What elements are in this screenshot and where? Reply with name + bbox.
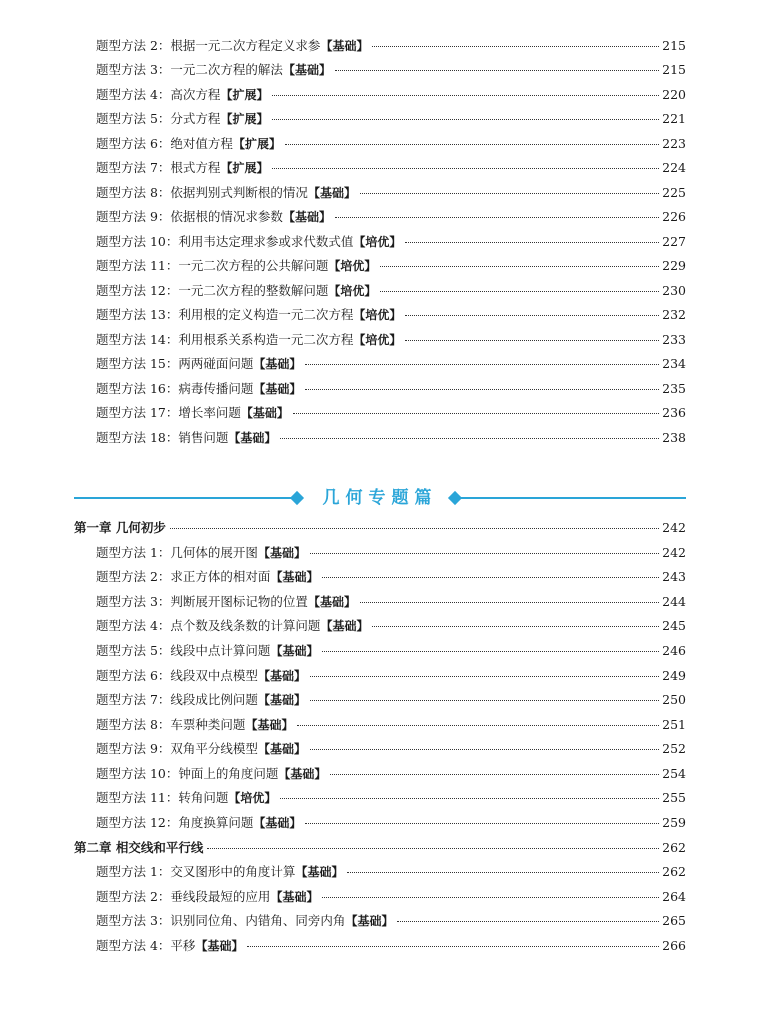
- toc-entry[interactable]: [96, 764, 686, 784]
- entry-level-tag: 【基础】: [270, 570, 319, 584]
- entry-level-tag: 【培优】: [328, 284, 377, 298]
- section-header: [74, 486, 686, 510]
- toc-entry[interactable]: [96, 60, 686, 80]
- dot-leader: [310, 748, 659, 750]
- page-number: 225: [662, 185, 686, 200]
- entry-level-tag: 【培优】: [353, 333, 402, 347]
- entry-level-tag: 【基础】: [278, 767, 327, 781]
- entry-title: 题型方法 7：线段成比例问题: [96, 692, 258, 707]
- entry-level-tag: 【基础】: [257, 742, 306, 756]
- dot-leader: [272, 167, 659, 169]
- toc-entry[interactable]: [96, 207, 686, 227]
- entry-level-tag: 【基础】: [257, 669, 306, 683]
- entry-level-tag: 【基础】: [307, 186, 356, 200]
- toc-entry[interactable]: [96, 158, 686, 178]
- toc-entry[interactable]: [96, 403, 686, 423]
- header-rule-right: [458, 497, 686, 499]
- entry-level-tag: 【基础】: [282, 210, 331, 224]
- chapter-title: 第二章 相交线和平行线: [74, 840, 204, 855]
- toc-entry[interactable]: [96, 330, 686, 350]
- entry-title: 题型方法 11：一元二次方程的公共解问题: [96, 258, 329, 273]
- page-number: 255: [662, 790, 686, 805]
- toc-entry[interactable]: [96, 788, 686, 808]
- page-number: 221: [662, 111, 686, 126]
- dot-leader: [310, 699, 659, 701]
- toc-entry[interactable]: [96, 354, 686, 374]
- toc-entry[interactable]: [96, 134, 686, 154]
- entry-title: 题型方法 10：钟面上的角度问题: [96, 766, 279, 781]
- dot-leader: [380, 265, 659, 267]
- entry-title: 题型方法 17：增长率问题: [96, 405, 241, 420]
- page-number: 242: [662, 545, 686, 560]
- entry-title: 题型方法 9：双角平分线模型: [96, 741, 258, 756]
- page-number: 251: [662, 717, 686, 732]
- diamond-ornament-icon: [290, 491, 304, 505]
- dot-leader: [310, 552, 659, 554]
- entry-level-tag: 【基础】: [257, 693, 306, 707]
- entry-level-tag: 【培优】: [353, 308, 402, 322]
- page-number: 220: [662, 87, 686, 102]
- page-number: 242: [662, 520, 686, 535]
- page-number: 227: [662, 234, 686, 249]
- toc-entry[interactable]: [96, 616, 686, 636]
- header-rule-left: [74, 497, 294, 499]
- dot-leader: [280, 797, 659, 799]
- dot-leader: [405, 314, 659, 316]
- entry-level-tag: 【基础】: [320, 619, 369, 633]
- entry-level-tag: 【培优】: [353, 235, 402, 249]
- entry-title: 题型方法 3：一元二次方程的解法: [96, 62, 283, 77]
- dot-leader: [305, 388, 659, 390]
- dot-leader: [322, 650, 659, 652]
- entry-title: 题型方法 4：点个数及线条数的计算问题: [96, 618, 321, 633]
- entry-level-tag: 【扩展】: [220, 161, 269, 175]
- entry-level-tag: 【基础】: [270, 644, 319, 658]
- chapter-heading[interactable]: [74, 518, 686, 538]
- entry-title: 题型方法 12：角度换算问题: [96, 815, 254, 830]
- entry-title: 题型方法 2：垂线段最短的应用: [96, 889, 271, 904]
- entry-level-tag: 【基础】: [345, 914, 394, 928]
- page-number: 264: [662, 889, 686, 904]
- dot-leader: [322, 896, 659, 898]
- entry-level-tag: 【扩展】: [220, 112, 269, 126]
- entry-level-tag: 【基础】: [253, 357, 302, 371]
- page-number: 246: [662, 643, 686, 658]
- page-number: 245: [662, 618, 686, 633]
- dot-leader: [405, 339, 659, 341]
- toc-entry[interactable]: [96, 232, 686, 252]
- dot-leader: [372, 625, 659, 627]
- toc-entry[interactable]: [96, 567, 686, 587]
- entry-title: 题型方法 6：线段双中点模型: [96, 668, 258, 683]
- entry-title: 题型方法 12：一元二次方程的整数解问题: [96, 283, 329, 298]
- toc-entry[interactable]: [96, 256, 686, 276]
- entry-title: 题型方法 2：根据一元二次方程定义求参: [96, 38, 321, 53]
- toc-entry[interactable]: [96, 305, 686, 325]
- toc-entry[interactable]: [96, 911, 686, 931]
- dot-leader: [335, 216, 659, 218]
- dot-leader: [322, 576, 659, 578]
- dot-leader: [360, 192, 659, 194]
- entry-title: 题型方法 3：识别同位角、内错角、同旁内角: [96, 913, 346, 928]
- dot-leader: [310, 675, 659, 677]
- dot-leader: [405, 241, 659, 243]
- page-number: 215: [662, 62, 686, 77]
- dot-leader: [335, 69, 659, 71]
- dot-leader: [305, 363, 659, 365]
- dot-leader: [293, 412, 659, 414]
- entry-level-tag: 【扩展】: [220, 88, 269, 102]
- toc-entry[interactable]: [96, 543, 686, 563]
- entry-level-tag: 【基础】: [195, 939, 244, 953]
- page-number: 235: [662, 381, 686, 396]
- entry-title: 题型方法 8：依据判别式判断根的情况: [96, 185, 308, 200]
- section-title: 几何专题篇: [322, 488, 438, 508]
- page-number: 262: [662, 864, 686, 879]
- entry-level-tag: 【基础】: [320, 39, 369, 53]
- dot-leader: [360, 601, 659, 603]
- page-number: 254: [662, 766, 686, 781]
- toc-entry[interactable]: [96, 666, 686, 686]
- toc-entry[interactable]: [96, 936, 686, 956]
- toc-entry[interactable]: [96, 281, 686, 301]
- toc-entry[interactable]: [96, 641, 686, 661]
- page-number: 238: [662, 430, 686, 445]
- toc-entry[interactable]: [96, 715, 686, 735]
- page-number: 215: [662, 38, 686, 53]
- entry-title: 题型方法 5：分式方程: [96, 111, 221, 126]
- page-number: 229: [662, 258, 686, 273]
- entry-level-tag: 【扩展】: [232, 137, 281, 151]
- entry-level-tag: 【基础】: [307, 595, 356, 609]
- entry-level-tag: 【基础】: [253, 382, 302, 396]
- page-number: 266: [662, 938, 686, 953]
- entry-level-tag: 【基础】: [228, 431, 277, 445]
- entry-title: 题型方法 7：根式方程: [96, 160, 221, 175]
- entry-title: 题型方法 11：转角问题: [96, 790, 229, 805]
- dot-leader: [280, 437, 659, 439]
- page-number: 230: [662, 283, 686, 298]
- toc-entry[interactable]: [96, 592, 686, 612]
- page-number: 252: [662, 741, 686, 756]
- entry-title: 题型方法 1：交叉图形中的角度计算: [96, 864, 296, 879]
- toc-entry[interactable]: [96, 887, 686, 907]
- page-number: 232: [662, 307, 686, 322]
- entry-title: 题型方法 14：利用根系关系构造一元二次方程: [96, 332, 354, 347]
- toc-entry[interactable]: [96, 36, 686, 56]
- entry-level-tag: 【基础】: [253, 816, 302, 830]
- toc-entry[interactable]: [96, 379, 686, 399]
- entry-level-tag: 【培优】: [228, 791, 277, 805]
- page-number: 224: [662, 160, 686, 175]
- entry-title: 题型方法 8：车票种类问题: [96, 717, 246, 732]
- entry-level-tag: 【基础】: [282, 63, 331, 77]
- dot-leader: [372, 45, 659, 47]
- page-number: 243: [662, 569, 686, 584]
- entry-title: 题型方法 18：销售问题: [96, 430, 229, 445]
- entry-level-tag: 【基础】: [240, 406, 289, 420]
- dot-leader: [207, 847, 659, 849]
- entry-title: 题型方法 4：平移: [96, 938, 196, 953]
- toc-entry[interactable]: [96, 183, 686, 203]
- page-number: 223: [662, 136, 686, 151]
- toc-entry[interactable]: [96, 428, 686, 448]
- toc-entry[interactable]: [96, 862, 686, 882]
- page-number: 226: [662, 209, 686, 224]
- toc-entry[interactable]: [96, 813, 686, 833]
- page-number: 265: [662, 913, 686, 928]
- entry-title: 题型方法 1：几何体的展开图: [96, 545, 258, 560]
- entry-title: 题型方法 10：利用韦达定理求参或求代数式值: [96, 234, 354, 249]
- entry-title: 题型方法 2：求正方体的相对面: [96, 569, 271, 584]
- entry-title: 题型方法 4：高次方程: [96, 87, 221, 102]
- dot-leader: [272, 118, 659, 120]
- page-number: 234: [662, 356, 686, 371]
- entry-level-tag: 【基础】: [295, 865, 344, 879]
- page-number: 236: [662, 405, 686, 420]
- dot-leader: [272, 94, 659, 96]
- chapter-title: 第一章 几何初步: [74, 520, 166, 535]
- dot-leader: [247, 945, 659, 947]
- dot-leader: [380, 290, 659, 292]
- chapter-heading[interactable]: [74, 838, 686, 858]
- dot-leader: [170, 527, 659, 529]
- toc-entry[interactable]: [96, 690, 686, 710]
- entry-title: 题型方法 15：两两碰面问题: [96, 356, 254, 371]
- toc-entry[interactable]: [96, 739, 686, 759]
- dot-leader: [397, 920, 659, 922]
- entry-title: 题型方法 5：线段中点计算问题: [96, 643, 271, 658]
- toc-entry[interactable]: [96, 109, 686, 129]
- page-number: 262: [662, 840, 686, 855]
- entry-title: 题型方法 16：病毒传播问题: [96, 381, 254, 396]
- entry-title: 题型方法 6：绝对值方程: [96, 136, 233, 151]
- entry-level-tag: 【基础】: [245, 718, 294, 732]
- entry-level-tag: 【基础】: [270, 890, 319, 904]
- entry-title: 题型方法 9：依据根的情况求参数: [96, 209, 283, 224]
- entry-title: 题型方法 13：利用根的定义构造一元二次方程: [96, 307, 354, 322]
- dot-leader: [305, 822, 659, 824]
- page-number: 259: [662, 815, 686, 830]
- dot-leader: [297, 724, 659, 726]
- dot-leader: [347, 871, 659, 873]
- entry-title: 题型方法 3：判断展开图标记物的位置: [96, 594, 308, 609]
- entry-level-tag: 【培优】: [328, 259, 377, 273]
- page-number: 250: [662, 692, 686, 707]
- page-number: 249: [662, 668, 686, 683]
- page-number: 233: [662, 332, 686, 347]
- dot-leader: [330, 773, 659, 775]
- dot-leader: [285, 143, 659, 145]
- entry-level-tag: 【基础】: [257, 546, 306, 560]
- toc-entry[interactable]: [96, 85, 686, 105]
- page-number: 244: [662, 594, 686, 609]
